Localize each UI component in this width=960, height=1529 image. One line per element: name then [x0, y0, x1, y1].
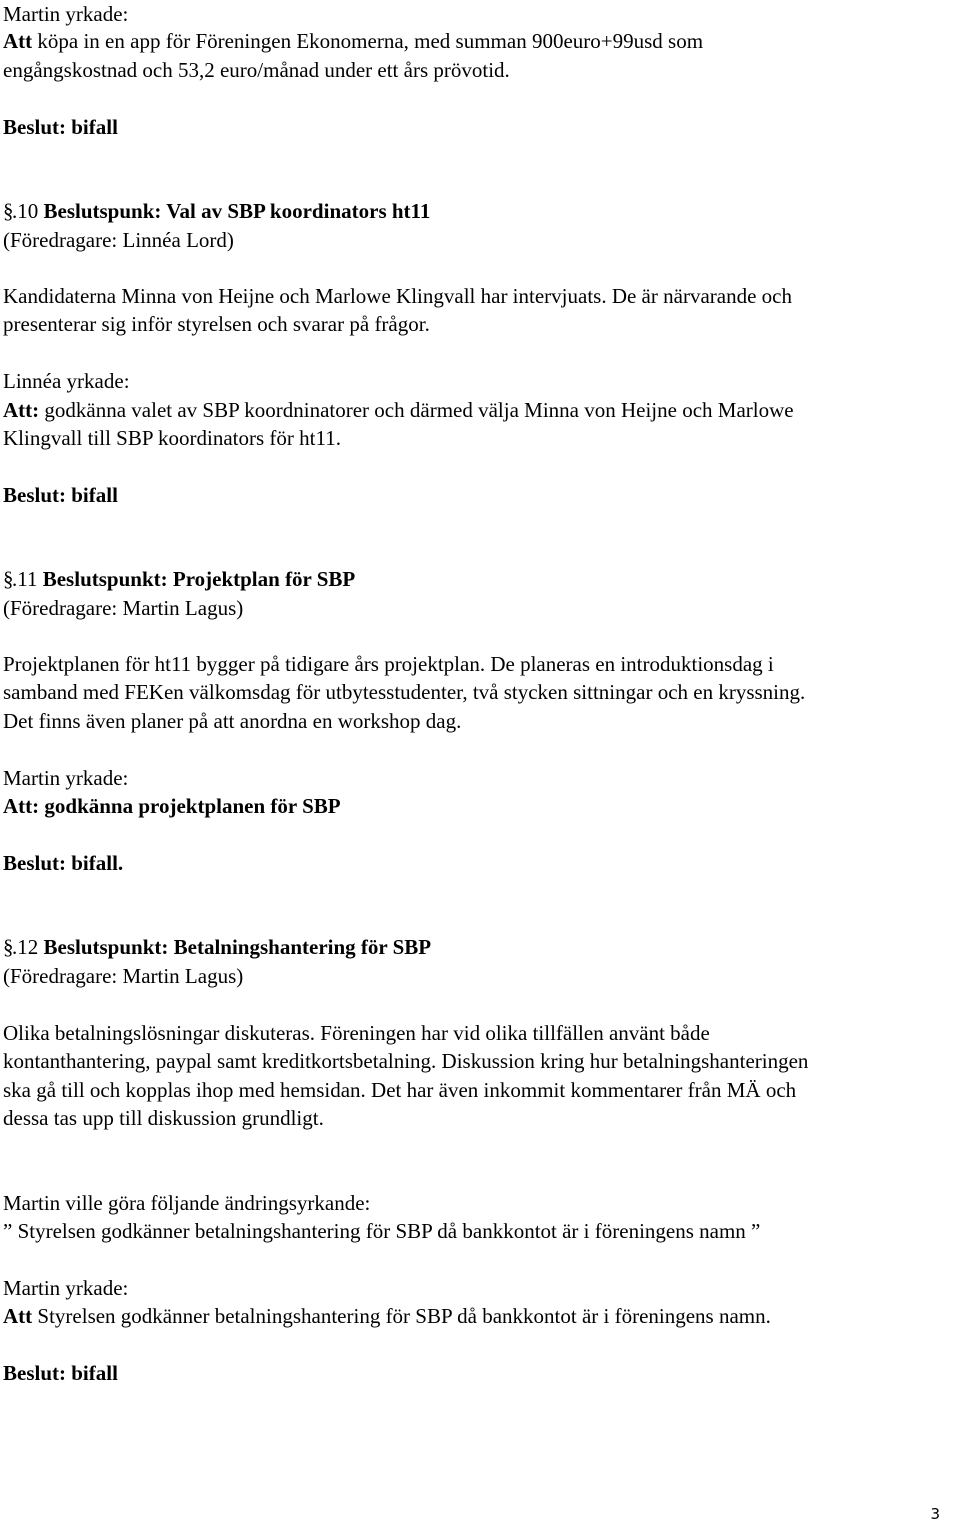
text-line: Kandidaterna Minna von Heijne och Marlowe Klingvall har intervjuats. De är närvarande och	[3, 284, 792, 308]
presenter-line: (Föredragare: Martin Lagus)	[3, 596, 244, 620]
text-line: Martin yrkade:	[3, 2, 129, 26]
text-line: Linnéa yrkade:	[3, 369, 130, 393]
section-heading: §.10 Beslutspunk: Val av SBP koordinators ht11	[3, 199, 431, 223]
text-line: samband med FEKen välkomsdag för utbytesstudenter, två stycken sittningar och en kryssning.	[3, 680, 806, 704]
text-line: kontanthantering, paypal samt kreditkortsbetalning. Diskussion kring hur betalningshanteringen	[3, 1049, 809, 1073]
text-line: Klingvall till SBP koordinators för ht11.	[3, 426, 341, 450]
text-line: presenterar sig inför styrelsen och svarar på frågor.	[3, 312, 430, 336]
text-line: Att: godkänna valet av SBP koordninatorer och därmed välja Minna von Heijne och Marlowe	[3, 398, 794, 422]
text-line: Projektplanen för ht11 bygger på tidigare års projektplan. De planeras en introduktionsdag i	[3, 652, 774, 676]
section-marker: §	[3, 567, 14, 591]
text-line: Att: godkänna projektplanen för SBP	[3, 794, 341, 818]
decision-line: Beslut: bifall	[3, 1361, 118, 1385]
text-line: Olika betalningslösningar diskuteras. Föreningen har vid olika tillfällen använt både	[3, 1021, 710, 1045]
text-line: Martin yrkade:	[3, 1276, 129, 1300]
text-line: Att Styrelsen godkänner betalningshantering för SBP då bankkontot är i föreningens namn.	[3, 1304, 771, 1328]
text-line: ska gå till och kopplas ihop med hemsidan. Det har även inkommit kommentarer från MÄ och	[3, 1078, 797, 1102]
section-heading: §.12 Beslutspunkt: Betalningshantering för SBP	[3, 935, 432, 959]
text-line: ” Styrelsen godkänner betalningshantering för SBP då bankkontot är i föreningens namn ”	[3, 1219, 761, 1243]
text-line: Martin ville göra följande ändringsyrkande:	[3, 1191, 371, 1215]
section-marker: §	[3, 199, 14, 223]
decision-line: Beslut: bifall	[3, 483, 118, 507]
decision-line: Beslut: bifall.	[3, 851, 124, 875]
text-line: engångskostnad och 53,2 euro/månad under ett års prövotid.	[3, 58, 510, 82]
section-heading: §.11 Beslutspunkt: Projektplan för SBP	[3, 567, 356, 591]
text-line: Att köpa in en app för Föreningen Ekonomerna, med summan 900euro+99usd som	[3, 29, 704, 53]
presenter-line: (Föredragare: Linnéa Lord)	[3, 228, 234, 252]
decision-line: Beslut: bifall	[3, 115, 118, 139]
page-number: 3	[930, 1505, 940, 1523]
text-line: Martin yrkade:	[3, 766, 129, 790]
text-line: dessa tas upp till diskussion grundligt.	[3, 1106, 324, 1130]
section-marker: §	[3, 935, 14, 959]
text-line: Det finns även planer på att anordna en workshop dag.	[3, 709, 462, 733]
presenter-line: (Föredragare: Martin Lagus)	[3, 964, 244, 988]
